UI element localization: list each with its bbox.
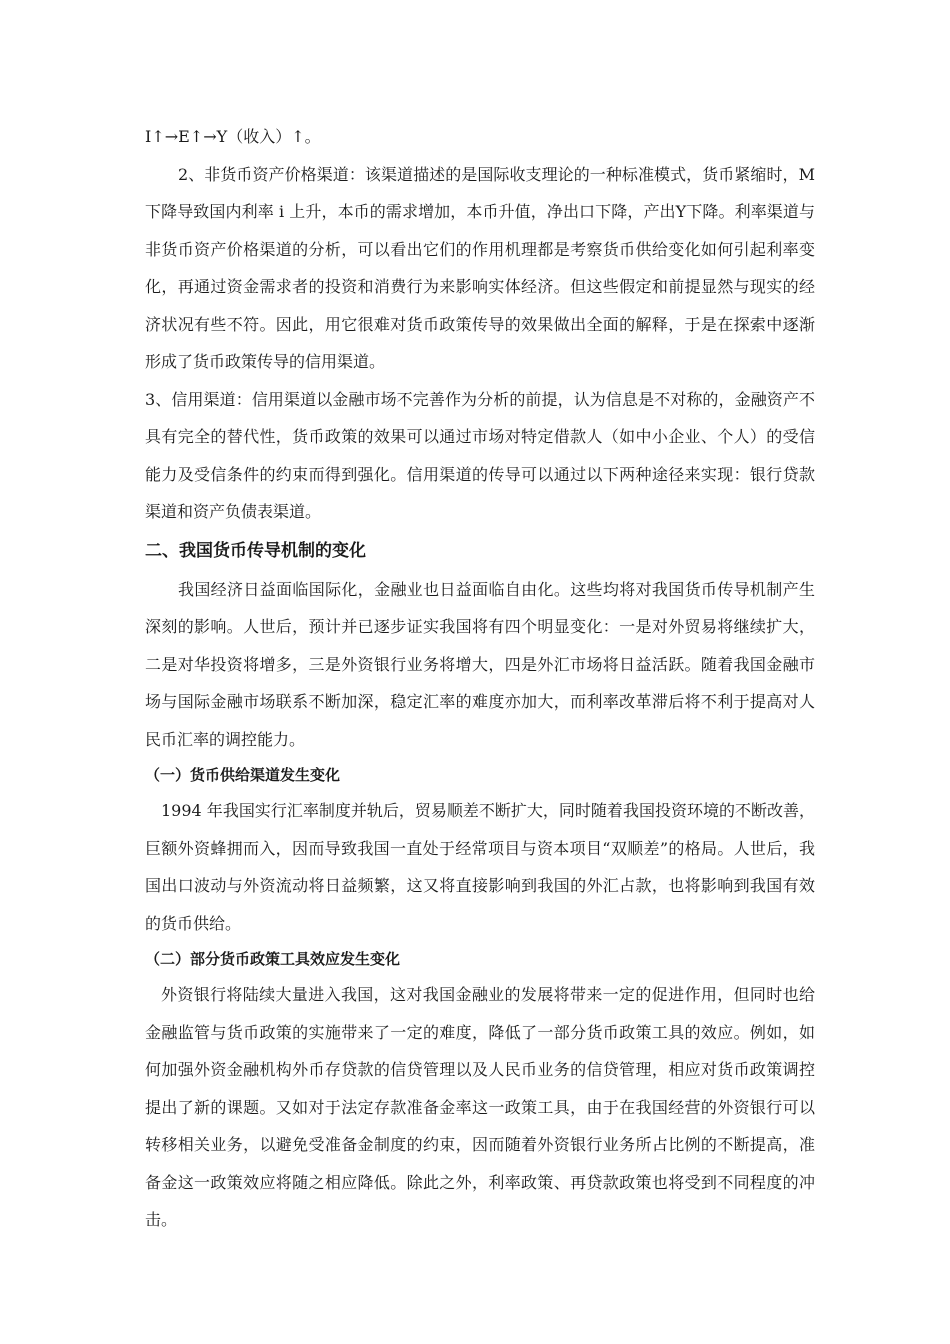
paragraph-nonmonetary-channel: 2、非货币资产价格渠道：该渠道描述的是国际收支理论的一种标准模式，货币紧缩时，M下降导致国内利率 i 上升，本币的需求增加，本币升值，净出口下降，产出Y下降。利率渠道与非货币资产价格渠道的分析，可以看出它们的作用机理都是考察货币供给变化如何引起利率变化，再通过资金需求者的投资和消费行为来影响实体经济。但这些假定和前提显然与现实的经济状况有些不符。因此，用它很难对货币政策传导的效果做出全面的解释，于是在探索中逐渐形成了货币政策传导的信用渠道。 [145, 164, 815, 371]
paragraph-intro: 我国经济日益面临国际化，金融业也日益面临自由化。这些均将对我国货币传导机制产生深刻的影响。人世后，预计并已逐步证实我国将有四个明显变化：一是对外贸易将继续扩大，二是对华投资将增多，三是外资银行业务将增大，四是外汇市场将日益活跃。随着我国金融市场与国际金融市场联系不断加深，稳定汇率的难度亦加大，而利率改革滞后将不利于提高对人民币汇率的调控能力。 [145, 579, 815, 749]
paragraph-policy-tools: 外资银行将陆续大量进入我国，这对我国金融业的发展将带来一定的促进作用，但同时也给金融监管与货币政策的实施带来了一定的难度，降低了一部分货币政策工具的效应。例如，如何加强外资金融机构外币存贷款的信贷管理以及人民币业务的信贷管理，相应对货币政策调控提出了新的课题。又如对于法定存款准备金率这一政策工具，由于在我国经营的外资银行可以转移相关业务，以避免受准备金制度的约束，因而随着外资银行业务所占比例的不断提高，准备金这一政策效应将随之相应降低。除此之外，利率政策、再贷款政策也将受到不同程度的冲击。 [145, 985, 815, 1229]
subsection-heading-supply: （一）货币供给渠道发生变化 [145, 766, 341, 784]
formula-line: I↑→E↑→Y（收入）↑。 [145, 127, 321, 146]
paragraph-money-supply: 1994 年我国实行汇率制度并轨后，贸易顺差不断扩大，同时随着我国投资环境的不断改善，巨额外资蜂拥而入，因而导致我国一直处于经常项目与资本项目“双顺差”的格局。人世后，我国出口波动与外资流动将日益频繁，这又将直接影响到我国的外汇占款，也将影响到我国有效的货币供给。 [145, 801, 815, 933]
section-heading: 二、我国货币传导机制的变化 [145, 540, 366, 561]
document-page [145, 118, 815, 1239]
subsection-heading-tools: （二）部分货币政策工具效应发生变化 [145, 950, 401, 968]
paragraph-credit-channel: 3、信用渠道：信用渠道以金融市场不完善作为分析的前提，认为信息是不对称的，金融资产不具有完全的替代性，货币政策的效果可以通过市场对特定借款人（如中小企业、个人）的受信能力及受信条件的约束而得到强化。信用渠道的传导可以通过以下两种途径来实现：银行贷款渠道和资产负债表渠道。 [145, 389, 815, 521]
